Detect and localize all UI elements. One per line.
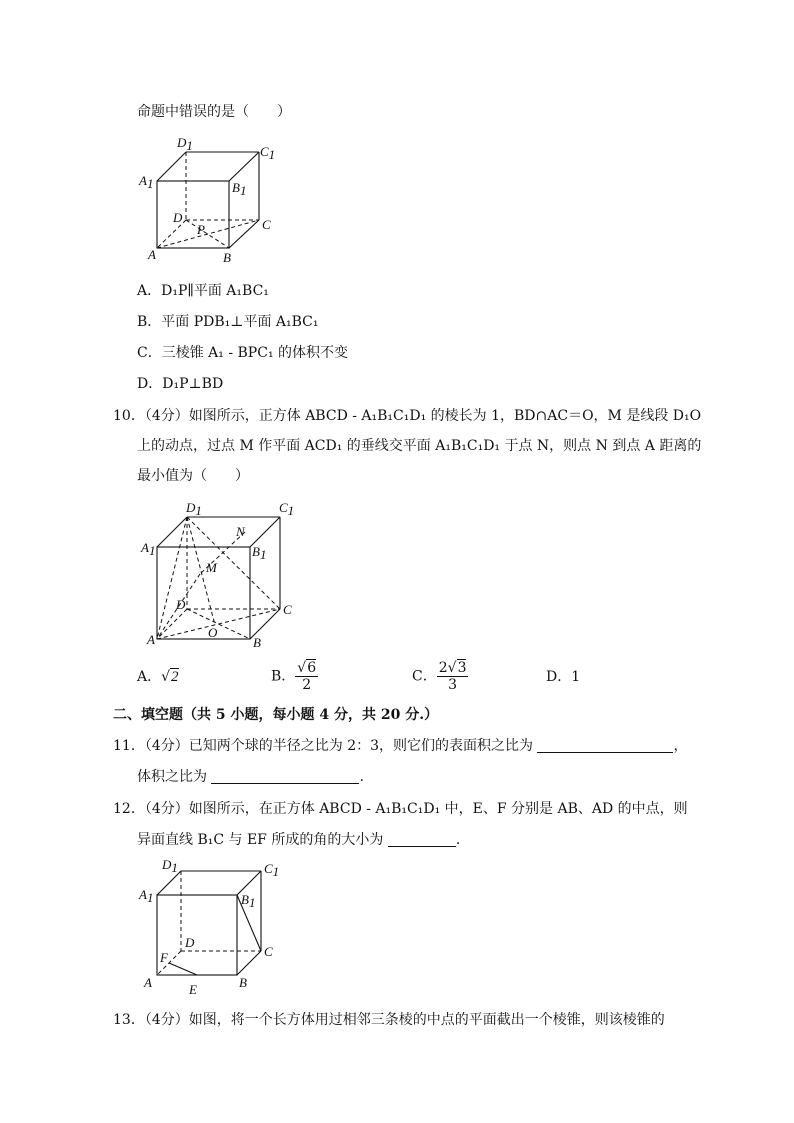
svg-text:D: D [173,210,183,225]
svg-text:F: F [160,950,168,965]
q11-line2: 体积之比为 . [137,769,364,785]
svg-text:A: A [144,975,152,990]
q11-line1: 11．（4分）已知两个球的半径之比为 2：3，则它们的表面积之比为 ， [113,738,688,754]
svg-text:C: C [283,602,292,617]
svg-text:B1: B1 [241,892,256,910]
q9-stem-tail: 命题中错误的是（ ） [137,104,291,120]
q12-line2: 异面直线 B₁C 与 EF 所成的角的大小为 . [137,832,461,848]
svg-text:B: B [253,635,261,650]
q10-option-a: A．√2 [137,669,179,685]
section-2-title: 二、填空题（共 5 小题，每小题 4 分，共 20 分.） [113,707,439,723]
q10-line1: 10．（4分）如图所示，正方体 ABCD - A₁B₁C₁D₁ 的棱长为 1，BD∩AC＝O，M 是线段 D₁O [113,408,702,424]
svg-text:B: B [239,975,247,990]
svg-text:N: N [236,524,245,539]
q12-line1: 12．（4分）如图所示，在正方体 ABCD - A₁B₁C₁D₁ 中，E、F 分别是 AB、AD 的中点，则 [113,801,688,817]
svg-text:P: P [197,222,205,237]
q10-option-b: B． $\frac{√6}{2}$ [271,660,317,693]
svg-text:A1: A1 [141,540,156,558]
svg-text:C1: C1 [260,144,276,162]
svg-text:C: C [262,217,271,232]
svg-text:B1: B1 [252,544,267,562]
q10-line2: 上的动点，过点 M 作平面 ACD₁ 的垂线交平面 A₁B₁C₁D₁ 于点 N，则点 N 到点 A 距离的 [137,438,702,454]
svg-text:D: D [185,935,195,950]
svg-text:C: C [264,944,273,959]
svg-text:D1: D1 [186,500,202,518]
svg-text:M: M [206,560,217,575]
svg-text:D1: D1 [177,135,193,153]
svg-text:D: D [176,597,186,612]
q13-line1: 13．（4分）如图，将一个长方体用过相邻三条棱的中点的平面截出一个棱锥，则该棱锥的 [113,1012,665,1028]
q9-option-a: A．D₁P∥平面 A₁BC₁ [137,283,269,299]
svg-text:A1: A1 [139,173,154,191]
q10-line3: 最小值为（ ） [137,468,249,484]
svg-text:B: B [223,250,231,265]
svg-text:A: A [147,632,155,647]
svg-text:E: E [189,982,197,997]
svg-text:B1: B1 [232,180,247,198]
svg-text:D1: D1 [162,857,178,875]
q9-option-d: D．D₁P⊥BD [137,376,224,392]
svg-text:O: O [208,625,218,640]
svg-text:A1: A1 [139,887,154,905]
svg-text:A: A [148,247,156,262]
q9-option-c: C．三棱锥 A₁ - BPC₁ 的体积不变 [137,345,349,361]
q10-option-d: D．1 [546,669,581,685]
svg-text:C1: C1 [279,500,295,518]
q10-option-c: C． $\frac{2√3}{3}$ [412,660,467,693]
svg-text:C1: C1 [264,861,280,879]
q9-option-b: B．平面 PDB₁⊥平面 A₁BC₁ [137,314,319,330]
